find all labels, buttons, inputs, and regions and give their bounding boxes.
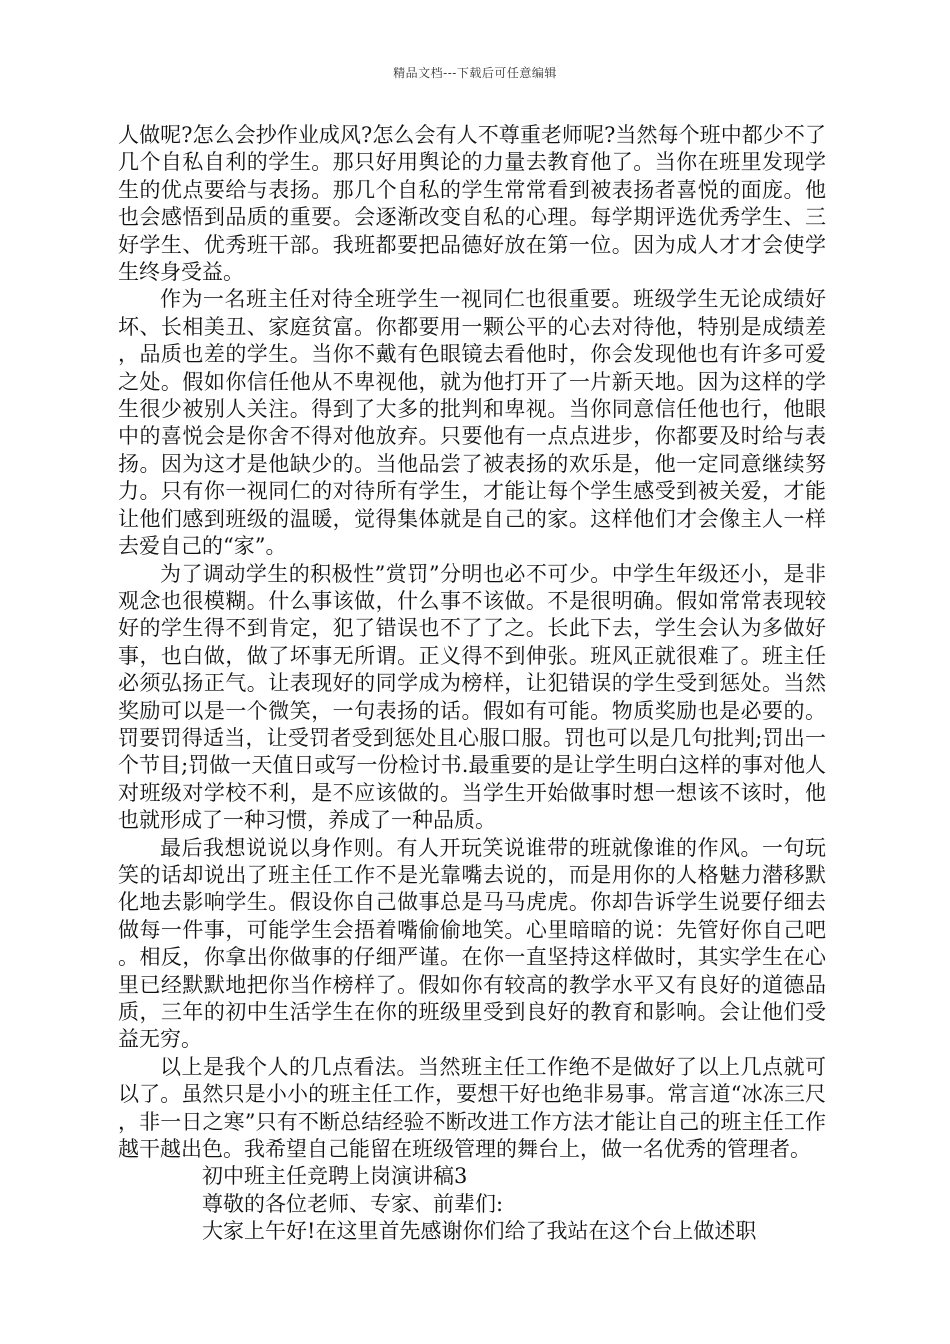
paragraph-continued: 人做呢?怎么会抄作业成风?怎么会有人不尊重老师呢?当然每个班中都少不了几个自私自利的学生。那只好用舆论的力量去教育他了。当你在班里发现学生的优点要给与表扬。那几个自私的学生常常看到被表扬者喜悦的面庞。他也会感悟到品质的重要。会逐渐改变自私的心理。每学期评选优秀学生、三好学生、优秀班干部。我班都要把品德好放在第一位。因为成人才才会使学生终身受益。 bbox=[118, 123, 826, 285]
salutation: 尊敬的各位老师、专家、前辈们: bbox=[202, 1191, 504, 1216]
paragraph-lead-by-example: 最后我想说说以身作则。有人开玩笑说谁带的班就像谁的作风。一句玩笑的话却说出了班主任工作不是光靠嘴去说的，而是用你的人格魅力潜移默化地去影响学生。假设你自己做事总是马马虎虎。你却告诉学生说要仔细去做每一件事，可能学生会捂着嘴偷偷地笑。心里暗暗的说：先管好你自己吧。相反，你拿出你做事的仔细严谨。在你一直坚持这样做时，其实学生在心里已经默默地把你当作榜样了。假如你有较高的教学水平又有良好的道德品质，三年的初中生活学生在你的班级里受到良好的教育和影响。会让他们受益无穷。 bbox=[118, 835, 826, 1052]
opening-line: 大家上午好!在这里首先感谢你们给了我站在这个台上做述职 bbox=[202, 1219, 757, 1244]
paragraph-equal-treatment: 作为一名班主任对待全班学生一视同仁也很重要。班级学生无论成绩好坏、长相美丑、家庭贫富。你都要用一颗公平的心去对待他，特别是成绩差，品质也差的学生。当你不戴有色眼镜去看他时，你会发现他也有许多可爱之处。假如你信任他从不卑视他，就为他打开了一片新天地。因为这样的学生很少被别人关注。得到了大多的批判和卑视。当你同意信任他也行，他眼中的喜悦会是你舍不得对他放弃。只要他有一点点进步，你都要及时给与表扬。因为这才是他缺少的。当他品尝了被表扬的欢乐是，他一定同意继续努力。只有你一视同仁的对待所有学生，才能让每个学生感受到被关爱，才能让他们感到班级的温暖，觉得集体就是自己的家。这样他们才会像主人一样去爱自己的“家”。 bbox=[118, 287, 826, 559]
paragraph-reward-punishment: 为了调动学生的积极性”赏罚”分明也必不可少。中学生年级还小，是非观念也很模糊。什么事该做，什么事不该做。不是很明确。假如常常表现较好的学生得不到肯定，犯了错误也不了了之。长此下去，学生会认为多做好事，也白做，做了坏事无所谓。正义得不到伸张。班风正就很难了。班主任必须弘扬正气。让表现好的同学成为榜样，让犯错误的学生受到惩处。当然奖励可以是一个微笑，一句表扬的话。假如有可能。物质奖励也是必要的。罚要罚得适当，让受罚者受到惩处且心服口服。罚也可以是几句批判;罚出一个节目;罚做一天值日或写一份检讨书.最重要的是让学生明白这样的事对他人对班级对学校不利，是不应该做的。当学生开始做事时想一想该不该时，他也就形成了一种习惯，养成了一种品质。 bbox=[118, 561, 826, 833]
document-body bbox=[118, 122, 826, 1246]
section-title: 初中班主任竞聘上岗演讲稿3 bbox=[202, 1164, 468, 1189]
paragraph-conclusion: 以上是我个人的几点看法。当然班主任工作绝不是做好了以上几点就可以了。虽然只是小小的班主任工作，要想干好也绝非易事。常言道“冰冻三尺，非一日之寒”只有不断总结经验不断改进工作方法才能让自己的班主任工作越干越出色。我希望自己能留在班级管理的舞台上，做一名优秀的管理者。 bbox=[118, 1054, 826, 1162]
page-header: 精品文档---下载后可任意编辑 bbox=[393, 66, 557, 80]
